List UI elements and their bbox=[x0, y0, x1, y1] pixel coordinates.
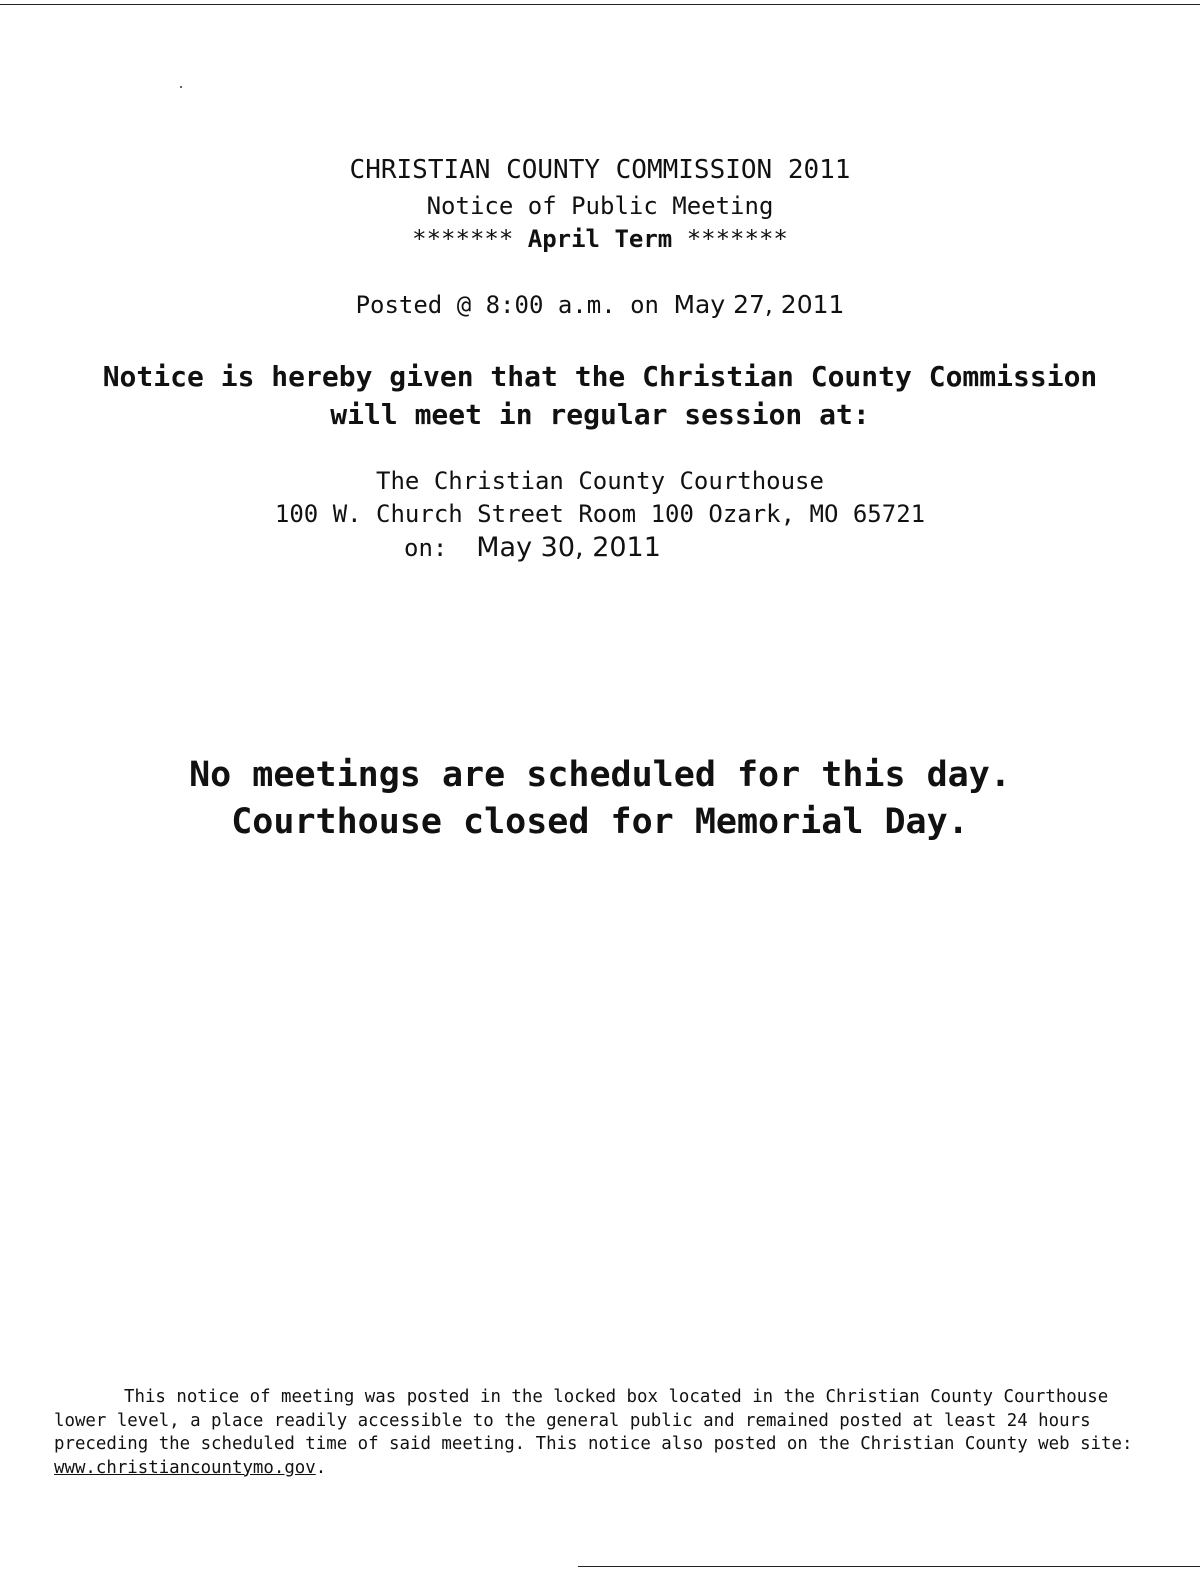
meeting-date-line bbox=[404, 532, 661, 563]
term-stars-right: ******* bbox=[686, 225, 788, 253]
meeting-location bbox=[0, 465, 1200, 531]
location-name: The Christian County Courthouse bbox=[376, 467, 824, 495]
term-label: April Term bbox=[527, 225, 673, 253]
no-meeting-announcement bbox=[0, 752, 1200, 846]
meeting-date: May 30, 2011 bbox=[476, 532, 661, 563]
document-title: CHRISTIAN COUNTY COMMISSION 2011 bbox=[349, 155, 851, 185]
location-address: 100 W. Church Street Room 100 Ozark, MO 65721 bbox=[274, 500, 926, 528]
announcement-line-2: Courthouse closed for Memorial Day. bbox=[231, 802, 969, 842]
term-line bbox=[0, 225, 1200, 253]
bottom-rule bbox=[578, 1566, 1200, 1567]
county-website-link[interactable]: www.christiancountymo.gov bbox=[54, 1457, 316, 1478]
announcement-line-1: No meetings are scheduled for this day. bbox=[189, 755, 1011, 795]
posting-footnote bbox=[54, 1386, 1154, 1480]
top-rule bbox=[0, 4, 1200, 5]
document-subtitle: Notice of Public Meeting bbox=[426, 192, 774, 220]
scan-speck bbox=[180, 86, 182, 88]
term-stars-left: ******* bbox=[412, 225, 514, 253]
notice-statement bbox=[0, 358, 1200, 434]
footnote-end: . bbox=[315, 1457, 327, 1478]
notice-line-1: Notice is hereby given that the Christian County Commission bbox=[102, 360, 1098, 393]
posted-prefix: Posted @ 8:00 a.m. on bbox=[355, 291, 659, 319]
posted-line bbox=[0, 290, 1200, 319]
posted-date: May 27, 2011 bbox=[673, 290, 845, 319]
notice-line-2: will meet in regular session at: bbox=[330, 398, 870, 431]
footnote-text: This notice of meeting was posted in the locked box located in the Christian County Courthouse lower level, a place readily accessible to the general public and remained posted at least 24 hours preceding the scheduled time of said meeting. This notice also posted on the Christian County web site: bbox=[54, 1387, 1133, 1454]
on-label: on: bbox=[404, 534, 448, 562]
